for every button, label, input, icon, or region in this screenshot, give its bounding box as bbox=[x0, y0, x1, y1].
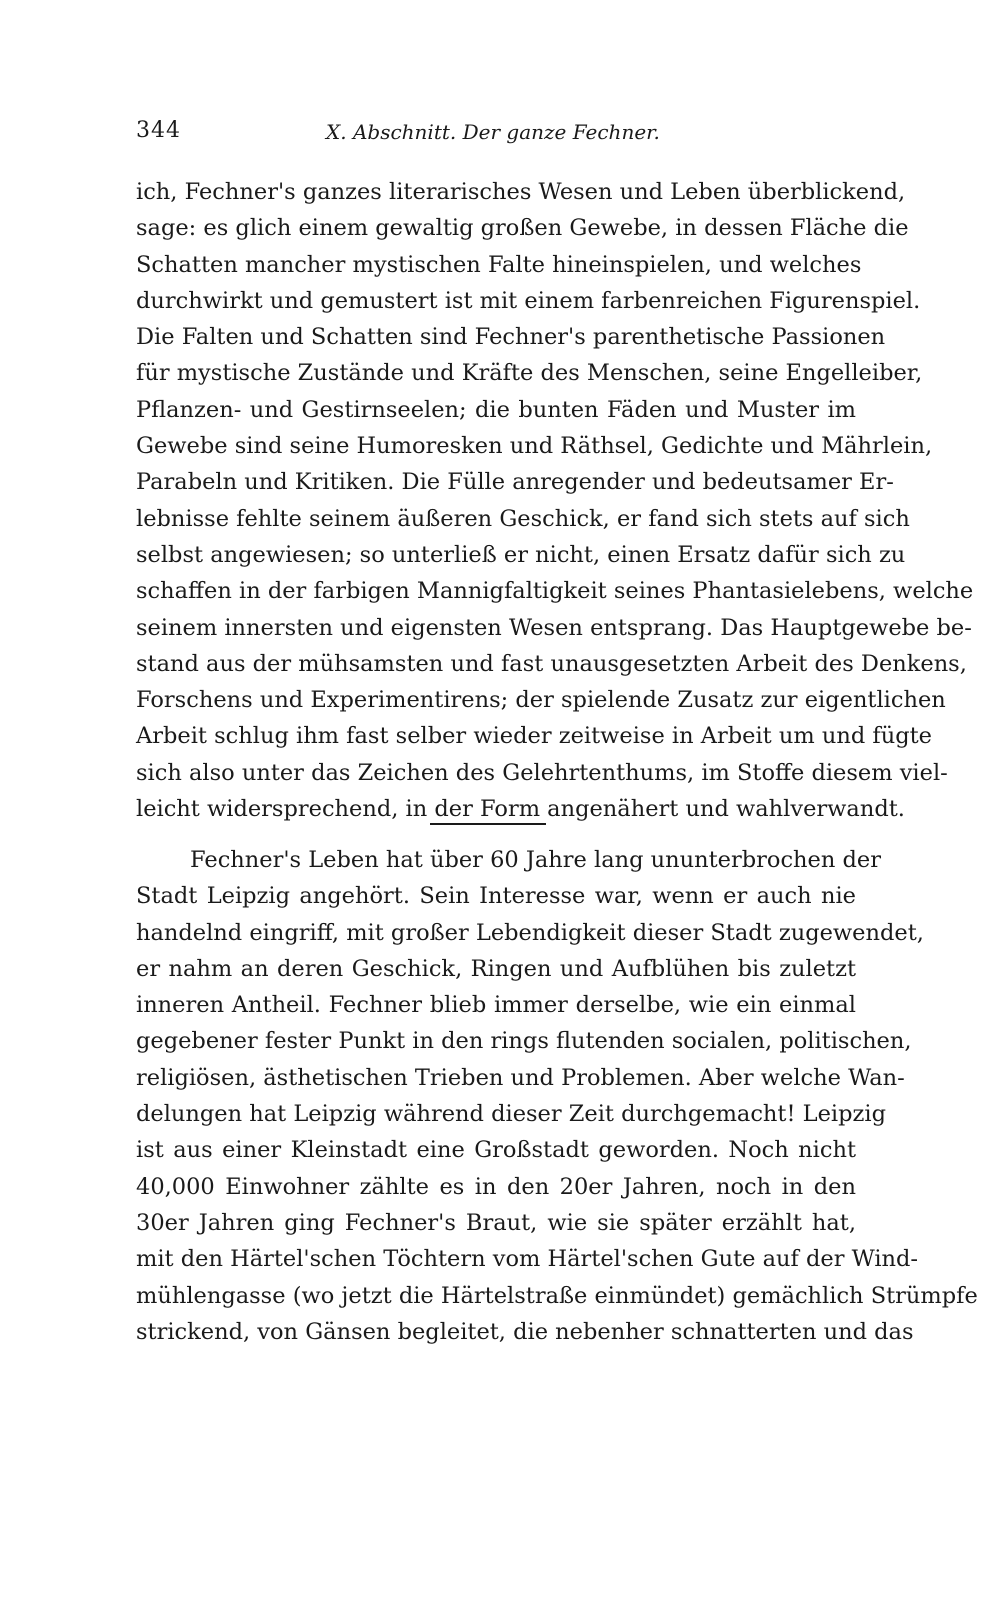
text-line: handelnd eingriff, mit großer Lebendigkeit dieser Stadt zugewendet, bbox=[136, 919, 924, 946]
text-line: Pflanzen- und Gestirnseelen; die bunten Fäden und Muster im bbox=[136, 396, 856, 423]
text-line: seinem innersten und eigensten Wesen entsprang. Das Hauptgewebe be- bbox=[136, 614, 972, 641]
text-line: 40,000 Einwohner zählte es in den 20er Jahren, noch in den bbox=[136, 1173, 856, 1200]
text-line: Parabeln und Kritiken. Die Fülle anregender und bedeutsamer Er- bbox=[136, 469, 894, 496]
page-number: 344 bbox=[136, 118, 181, 143]
running-head: X. Abschnitt. Der ganze Fechner. bbox=[326, 120, 660, 144]
text-line: 30er Jahren ging Fechner's Braut, wie sie später erzählt hat, bbox=[136, 1209, 856, 1236]
text-line: sage: es glich einem gewaltig großen Gewebe, in dessen Fläche die bbox=[136, 215, 909, 242]
page-header bbox=[136, 118, 856, 148]
text-line: Gewebe sind seine Humoresken und Räthsel, Gedichte und Mährlein, bbox=[136, 433, 933, 460]
text-line: ist aus einer Kleinstadt eine Großstadt geworden. Noch nicht bbox=[136, 1137, 856, 1164]
text-line: mit den Härtel'schen Töchtern vom Härtel'schen Gute auf der Wind- bbox=[136, 1246, 919, 1273]
text-line: inneren Antheil. Fechner blieb immer derselbe, wie ein einmal bbox=[136, 992, 856, 1019]
text-line: für mystische Zustände und Kräfte des Menschen, seine Engelleiber, bbox=[136, 360, 923, 387]
section-divider bbox=[430, 823, 546, 825]
text-line: durchwirkt und gemustert ist mit einem farbenreichen Figurenspiel. bbox=[136, 287, 921, 314]
text-line: strickend, von Gänsen begleitet, die nebenher schnatterten und das bbox=[136, 1318, 914, 1345]
text-line: Fechner's Leben hat über 60 Jahre lang ununterbrochen der bbox=[190, 847, 881, 873]
text-line: stand aus der mühsamsten und fast unausgesetzten Arbeit des Denkens, bbox=[136, 650, 967, 677]
text-line: lebnisse fehlte seinem äußeren Geschick, er fand sich stets auf sich bbox=[136, 505, 910, 532]
text-line: leicht widersprechend, in der Form angenähert und wahlverwandt. bbox=[136, 796, 905, 823]
text-line: gegebener fester Punkt in den rings flutenden socialen, politischen, bbox=[136, 1028, 912, 1055]
text-line: Die Falten und Schatten sind Fechner's parenthetische Passionen bbox=[136, 324, 886, 351]
text-line: schaffen in der farbigen Mannigfaltigkeit seines Phantasielebens, welche bbox=[136, 578, 974, 605]
text-line: Stadt Leipzig angehört. Sein Interesse war, wenn er auch nie bbox=[136, 883, 856, 910]
text-line: sich also unter das Zeichen des Gelehrtenthums, im Stoffe diesem viel- bbox=[136, 759, 948, 786]
text-line: selbst angewiesen; so unterließ er nicht, einen Ersatz dafür sich zu bbox=[136, 541, 906, 568]
text-line: er nahm an deren Geschick, Ringen und Aufblühen bis zuletzt bbox=[136, 955, 856, 982]
text-line: religiösen, ästhetischen Trieben und Problemen. Aber welche Wan- bbox=[136, 1064, 905, 1091]
paragraph-2 bbox=[136, 842, 978, 1350]
paragraph-1 bbox=[136, 174, 974, 827]
text-line: mühlengasse (wo jetzt die Härtelstraße einmündet) gemächlich Strümpfe bbox=[136, 1282, 978, 1309]
text-line: Arbeit schlug ihm fast selber wieder zeitweise in Arbeit um und fügte bbox=[136, 723, 932, 750]
text-line: Forschens und Experimentirens; der spielende Zusatz zur eigentlichen bbox=[136, 687, 946, 714]
text-line: ich, Fechner's ganzes literarisches Wesen und Leben überblickend, bbox=[136, 179, 906, 205]
text-line: delungen hat Leipzig während dieser Zeit durchgemacht! Leipzig bbox=[136, 1101, 886, 1128]
text-line: Schatten mancher mystischen Falte hineinspielen, und welches bbox=[136, 251, 862, 278]
